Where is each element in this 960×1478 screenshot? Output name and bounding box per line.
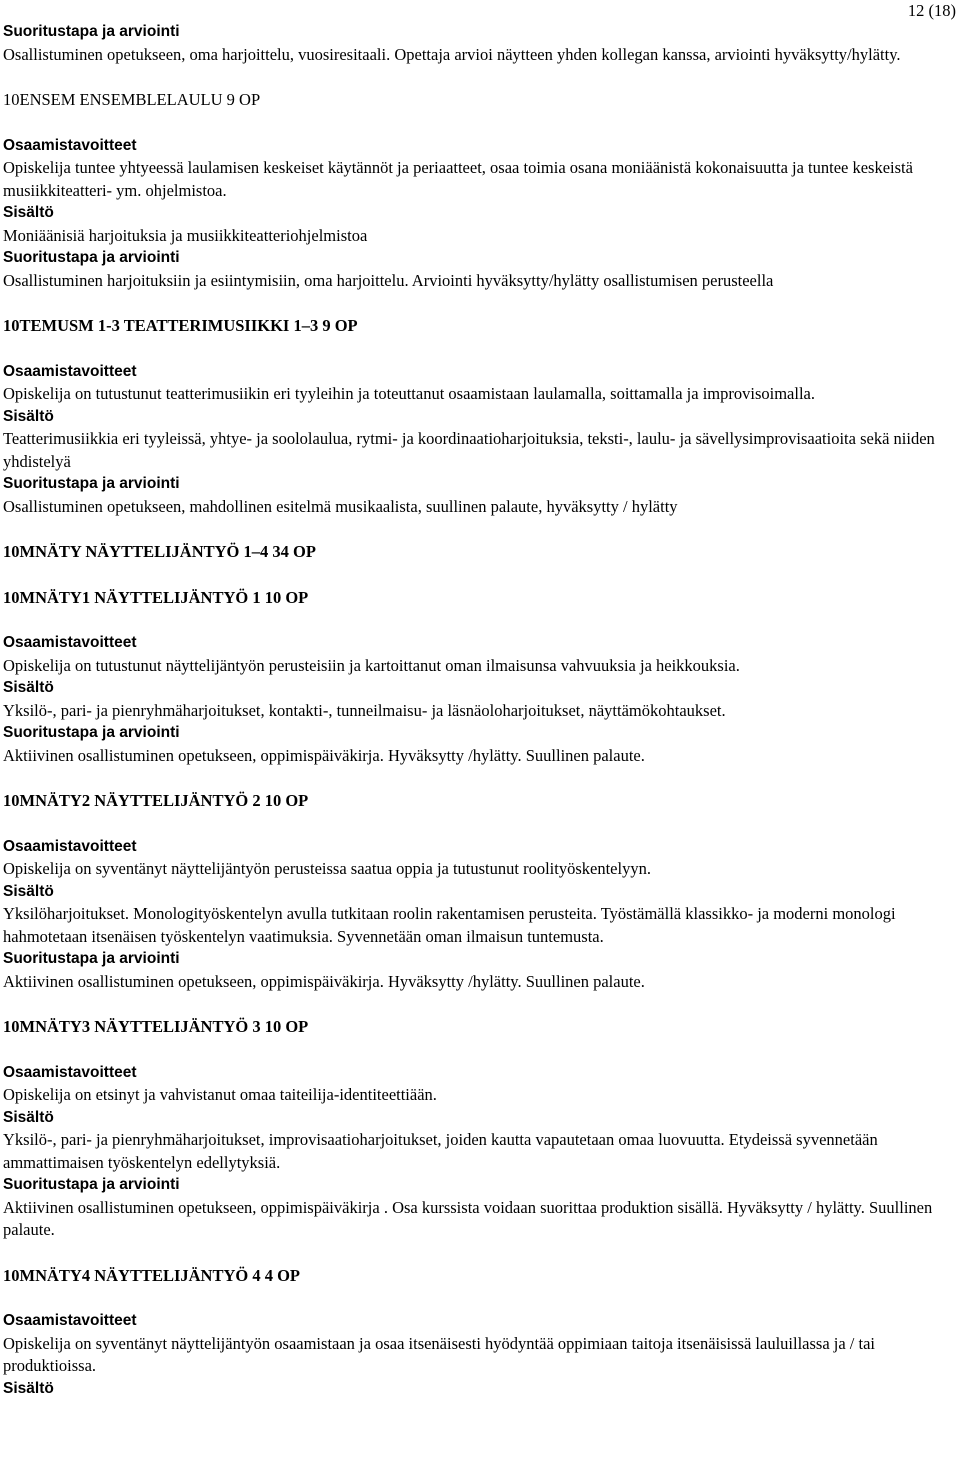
course-group-heading: 10MNÄTY NÄYTTELIJÄNTYÖ 1–4 34 OP [3,542,316,561]
course-heading: 10TEMUSM 1-3 TEATTERIMUSIIKKI 1–3 9 OP [3,316,358,335]
sisalto-label: Sisältö [3,204,54,221]
suoritustapa-label: Suoritustapa ja arviointi [3,475,180,492]
osaamistavoitteet-label: Osaamistavoitteet [3,362,137,380]
suoritustapa-text: Aktiivinen osallistuminen opetukseen, oppimispäiväkirja. Hyväksytty /hylätty. Suullinen palaute. [3,971,645,991]
course-heading: 10MNÄTY3 NÄYTTELIJÄNTYÖ 3 10 OP [3,1017,309,1036]
course-ensem [3,89,955,292]
osaamistavoitteet-label: Osaamistavoitteet [3,136,137,154]
suoritustapa-label: Suoritustapa ja arviointi [3,1176,180,1193]
suoritustapa-label: Suoritustapa ja arviointi [3,950,180,967]
sisalto-text: Yksilöharjoitukset. Monologityöskentelyn avulla tutkitaan roolin rakentamisen perusteita. Työstämällä klassikko- ja moderni monologi hahmotetaan itsenäisen työskentelyn vaatimuksia. Syvennetään oman ilmaisun tuntemusta. [3,904,896,946]
suoritustapa-label: Suoritustapa ja arviointi [3,724,180,741]
osaamistavoitteet-text: Opiskelija on tutustunut teatterimusiikin eri tyyleihin ja toteuttanut osaamistaan laulamalla, soittamalla ja improvisoimalla. [3,384,815,403]
course-group-nat [3,541,955,564]
course-nat3 [3,1016,955,1242]
suoritustapa-text: Osallistuminen harjoituksiin ja esiintymisiin, oma harjoittelu. Arviointi hyväksytty/hylätty osallistumisen perusteella [3,270,774,290]
suoritustapa-label: Suoritustapa ja arviointi [3,23,180,40]
osaamistavoitteet-text: Opiskelija on syventänyt näyttelijäntyön perusteissa saatua oppia ja tutustunut roolityöskentelyyn. [3,859,651,878]
sisalto-label: Sisältö [3,407,54,425]
suoritustapa-label: Suoritustapa ja arviointi [3,249,180,266]
course-nat4 [3,1265,955,1401]
course-heading: 10MNÄTY2 NÄYTTELIJÄNTYÖ 2 10 OP [3,791,309,810]
course-temusm [3,315,955,518]
course-nat1 [3,587,955,768]
course-heading: 10ENSEM ENSEMBLELAULU 9 OP [3,90,261,109]
course-heading: 10MNÄTY4 NÄYTTELIJÄNTYÖ 4 4 OP [3,1265,301,1285]
sisalto-label: Sisältö [3,1108,54,1126]
sisalto-label: Sisältö [3,679,54,696]
sisalto-text: Moniäänisiä harjoituksia ja musiikkiteatteriohjelmistoa [3,225,368,245]
sisalto-text: Yksilö-, pari- ja pienryhmäharjoitukset, kontakti-, tunneilmaisu- ja läsnäoloharjoitukset, näyttämökohtaukset. [3,700,726,720]
sisalto-label: Sisältö [3,882,54,900]
sisalto-label: Sisältö [3,1379,54,1397]
page-number: 12 (18) [907,1,956,20]
osaamistavoitteet-label: Osaamistavoitteet [3,1063,137,1081]
suoritustapa-text: Osallistuminen opetukseen, oma harjoittelu, vuosiresitaali. Opettaja arvioi näytteen yhden kollegan kanssa, arviointi hyväksytty/hylätty. [3,44,901,64]
course-heading: 10MNÄTY1 NÄYTTELIJÄNTYÖ 1 10 OP [3,587,309,607]
course-nat2 [3,790,955,993]
sisalto-text: Teatterimusiikkia eri tyyleissä, yhtye- ja soololaulua, rytmi- ja koordinaatioharjoituksia, teksti-, laulu- ja sävellysimprovisaatioita sekä niiden yhdistelyä [3,429,935,471]
suoritustapa-text: Osallistuminen opetukseen, mahdollinen esitelmä musikaalista, suullinen palaute, hyväksytty / hylätty [3,496,678,516]
suoritustapa-text: Aktiivinen osallistuminen opetukseen, oppimispäiväkirja . Osa kurssista voidaan suorittaa produktion sisällä. Hyväksytty / hylätty. Suullinen palaute. [3,1197,933,1239]
document-page [3,0,955,1400]
osaamistavoitteet-label: Osaamistavoitteet [3,634,137,651]
osaamistavoitteet-label: Osaamistavoitteet [3,1312,137,1329]
suoritustapa-text: Aktiivinen osallistuminen opetukseen, oppimispäiväkirja. Hyväksytty /hylätty. Suullinen palaute. [3,745,645,765]
osaamistavoitteet-text: Opiskelija on tutustunut näyttelijäntyön perusteisiin ja kartoittanut oman ilmaisunsa vahvuuksia ja heikkouksia. [3,655,740,675]
intro-section [3,21,955,66]
sisalto-text: Yksilö-, pari- ja pienryhmäharjoitukset, improvisaatioharjoitukset, joiden kautta vapautetaan omaa luovuutta. Etydeissä syvennetään ammattimaisen työskentelyn edellytyksiä. [3,1130,878,1172]
osaamistavoitteet-text: Opiskelija on syventänyt näyttelijäntyön osaamistaan ja osaa itsenäisesti hyödyntää oppimiaan taitoja itsenäisissä lauluillassa ja / tai produktioissa. [3,1333,876,1375]
osaamistavoitteet-text: Opiskelija tuntee yhtyeessä laulamisen keskeiset käytännöt ja periaatteet, osaa toimia osana moniäänistä kokonaisuutta ja tuntee keskeistä musiikkiteatteri- ym. ohjelmistoa. [3,158,913,200]
osaamistavoitteet-label: Osaamistavoitteet [3,837,137,855]
osaamistavoitteet-text: Opiskelija on etsinyt ja vahvistanut omaa taiteilija-identiteettiään. [3,1085,437,1104]
